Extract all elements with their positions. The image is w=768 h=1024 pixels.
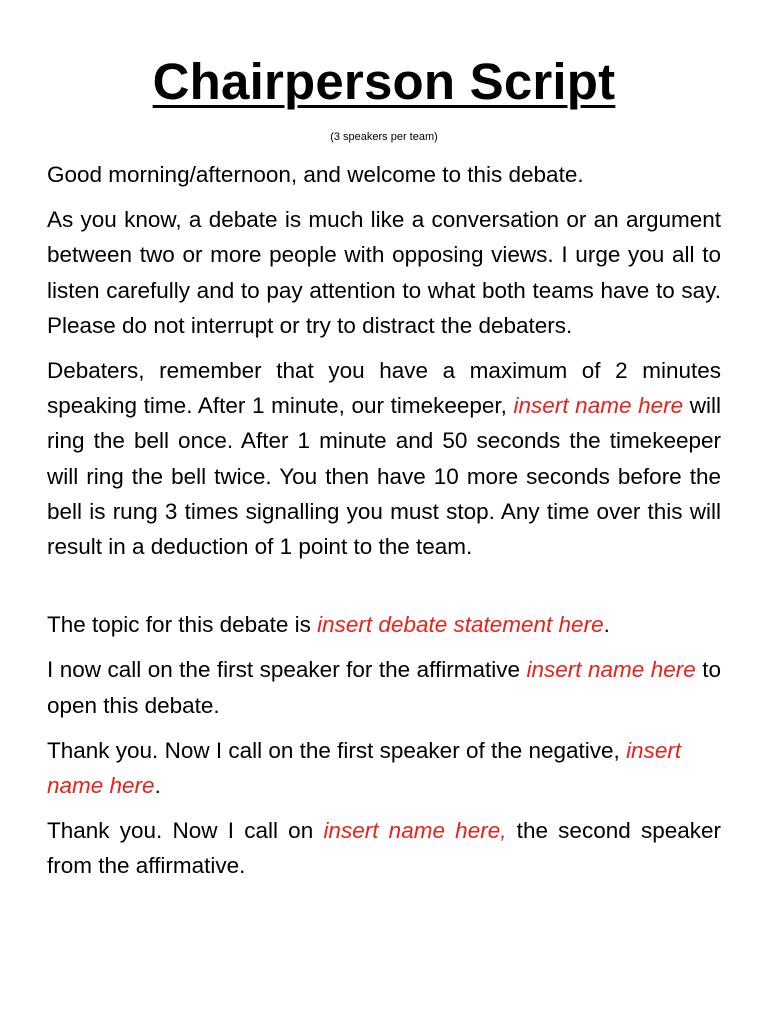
script-body [47,157,721,894]
paragraph-text: to open this debate. [47,657,721,718]
paragraph-text: I now call on the first speaker for the affirmative [47,657,527,683]
placeholder-debate-statement: insert debate statement here [317,612,604,638]
paragraph-text: . [154,773,161,799]
paragraph-second-affirmative [47,813,721,883]
page-subtitle: (3 speakers per team) [330,131,438,143]
paragraph-text: Debaters, remember that you have a maximum of 2 minutes speaking time. After 1 minute, our timekeeper, [47,358,721,419]
placeholder-second-affirmative-name: insert name here, [323,818,507,844]
paragraph-timing-rules [47,353,721,564]
paragraph-topic [47,607,721,642]
paragraph-text: the second speaker from the affirmative. [47,818,722,879]
placeholder-first-negative-name: insert name here [47,737,682,799]
paragraph-text: . [603,612,610,638]
paragraph-text: will ring the bell once. After 1 minute and 50 seconds the timekeeper will ring the bell twice. You then have 10 more seconds before the bell is rung 3 times signalling you must stop. Any time over this will result in a deduction of 1 point to the team. [47,393,721,560]
paragraph-text: Thank you. Now I call on the first speaker of the negative, [47,737,627,763]
paragraph-text: Good morning/afternoon, and welcome to this debate. [47,162,584,187]
paragraph-debate-intro [47,202,721,343]
paragraph-text: As you know, a debate is much like a conversation or an argument between two or more people with opposing views. I urge you all to listen carefully and to pay attention to what both teams have to say. Please do not interrupt or try to distract the debaters. [47,207,721,338]
paragraph-first-affirmative [47,652,721,722]
paragraph-first-negative [47,733,721,803]
placeholder-first-affirmative-name: insert name here [526,657,696,683]
paragraph-welcome [47,157,721,192]
paragraph-text: The topic for this debate is [47,612,318,638]
page-title: Chairperson Script [152,53,616,110]
placeholder-timekeeper-name: insert name here [513,393,684,419]
paragraph-text: Thank you. Now I call on [47,818,324,844]
